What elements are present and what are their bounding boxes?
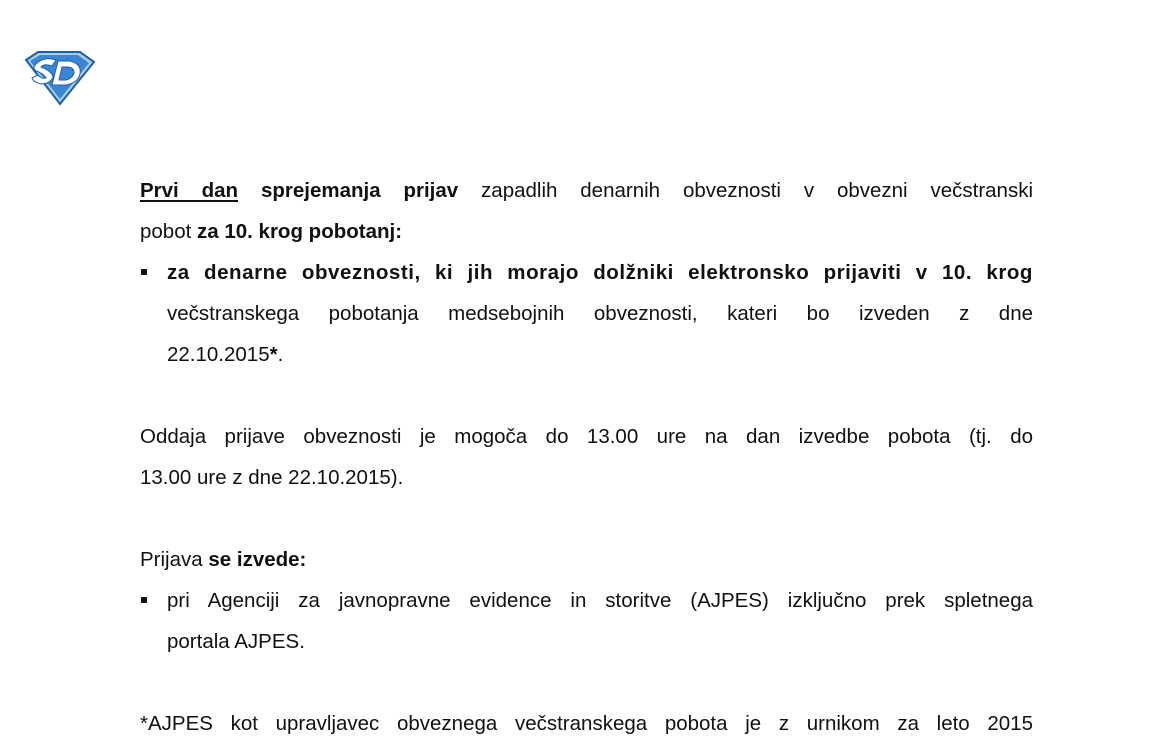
bullet-ajpes [140,580,1033,662]
bullet-obligations [140,252,1033,375]
bullet-obligations-line-2: večstranskega pobotanja medsebojnih obveznosti, kateri bo izveden z dne [167,302,1033,325]
bullet-obligations-bold-line: za denarne obveznosti, ki jih morajo dolžniki elektronsko prijaviti v 10. krog [167,261,1033,284]
application-word: Prijava [140,548,203,571]
first-day-label: Prvi dan [140,179,239,202]
bullet-ajpes-line-2: portala AJPES. [167,630,305,653]
sd-shield-logo-icon [22,50,96,106]
pobot-word: pobot [140,220,192,243]
round-label: za 10. krog pobotanj: [197,220,403,243]
receiving-applications-label: sprejemanja prijav [260,179,459,202]
document-body [140,170,1033,744]
application-method-label: se izvede: [208,548,307,571]
footnote-marker: * [269,343,278,366]
footnote [140,703,1033,744]
paragraph-deadline [140,416,1033,498]
paragraph-first-day [140,170,1033,252]
paragraph-deadline-line-2: 13.00 ure z dne 22.10.2015). [140,466,404,489]
bullet-square-icon [141,269,147,275]
bullet-square-icon [141,597,147,603]
execution-date: 22.10.2015 [167,343,270,366]
paragraph-deadline-line-1: Oddaja prijave obveznosti je mogoča do 13.00 ure na dan izvedbe pobota (tj. do [140,425,1033,448]
bullet-ajpes-line-1: pri Agenciji za javnopravne evidence in storitve (AJPES) izključno prek spletnega [167,589,1033,612]
footnote-line-1: *AJPES kot upravljavec obveznega večstranskega pobota je z urnikom za leto 2015 [140,712,1033,735]
paragraph-first-day-text: zapadlih denarnih obveznosti v obvezni večstranski [481,179,1033,202]
company-logo [22,50,96,106]
paragraph-application [140,539,1033,580]
sentence-end: . [277,343,284,366]
